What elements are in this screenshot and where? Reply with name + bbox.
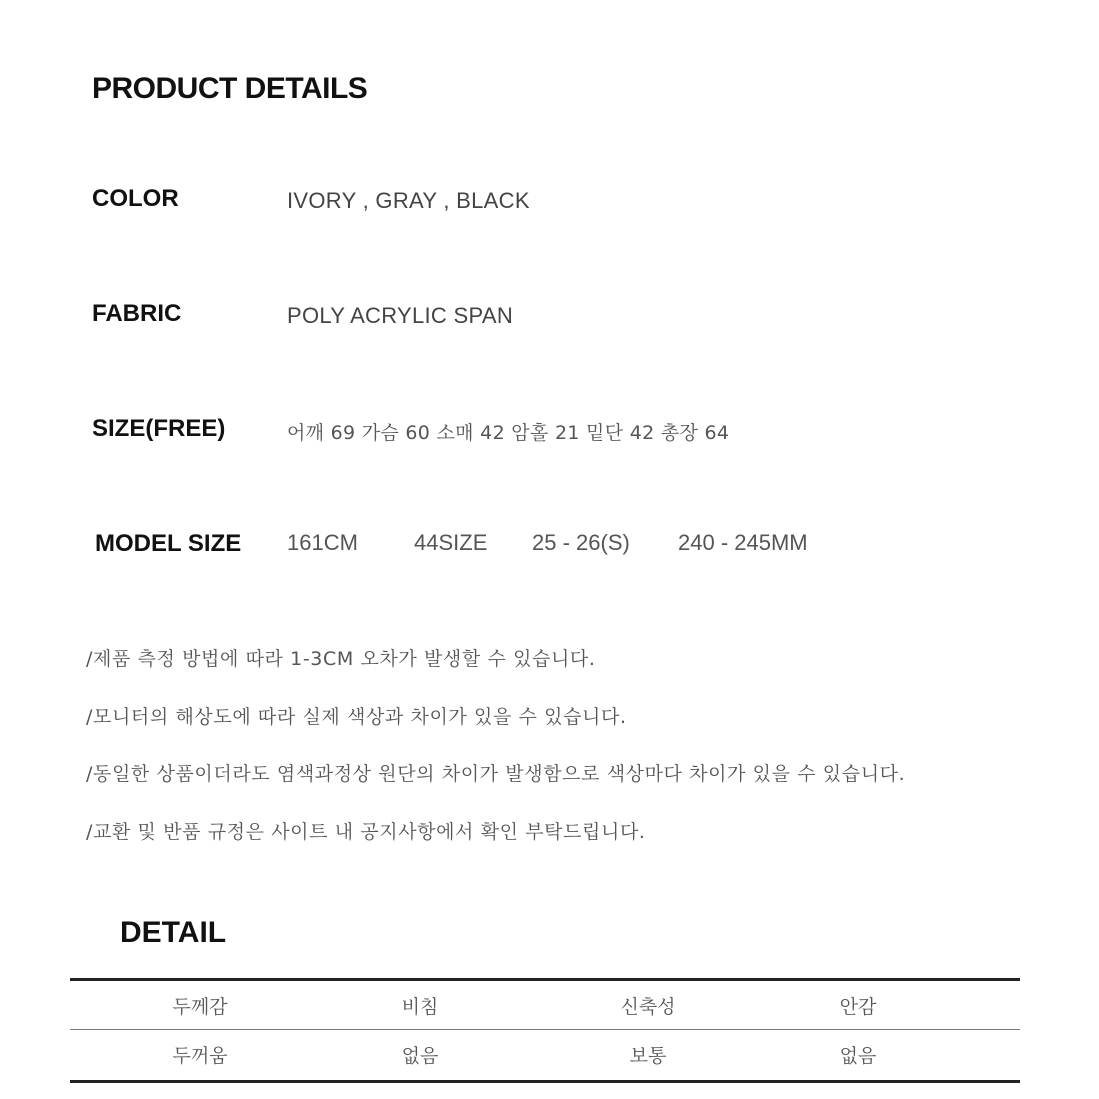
note-exchange: /교환 및 반품 규정은 사이트 내 공지사항에서 확인 부탁드립니다.	[86, 821, 646, 843]
color-value: IVORY , GRAY , BLACK	[287, 188, 530, 213]
fabric-value: POLY ACRYLIC SPAN	[287, 303, 514, 328]
table-row-divider	[70, 1029, 1020, 1030]
size-label: SIZE(FREE)	[92, 415, 226, 442]
note-monitor: /모니터의 해상도에 따라 실제 색상과 차이가 있을 수 있습니다.	[86, 706, 627, 728]
model-size: 44SIZE	[414, 530, 488, 555]
model-size-label: MODEL SIZE	[95, 530, 242, 557]
fabric-label: FABRIC	[92, 300, 182, 327]
header-lining: 안감	[839, 996, 877, 1018]
value-sheerness: 없음	[401, 1045, 439, 1067]
value-thickness: 두꺼움	[172, 1045, 228, 1067]
value-elasticity: 보통	[629, 1045, 667, 1067]
table-bottom-border	[70, 1080, 1020, 1083]
detail-title: DETAIL	[120, 916, 227, 949]
model-height: 161CM	[287, 530, 358, 555]
page-title: PRODUCT DETAILS	[92, 72, 368, 105]
table-top-border	[70, 978, 1020, 981]
note-dyeing: /동일한 상품이더라도 염색과정상 원단의 차이가 발생함으로 색상마다 차이가 있을 수 있습니다.	[86, 763, 906, 785]
model-shoe-size: 240 - 245MM	[678, 530, 808, 555]
model-pants-size: 25 - 26(S)	[532, 530, 630, 555]
header-elasticity: 신축성	[620, 996, 676, 1018]
note-measurement: /제품 측정 방법에 따라 1-3CM 오차가 발생할 수 있습니다.	[86, 648, 596, 670]
header-sheerness: 비침	[401, 996, 439, 1018]
color-label: COLOR	[92, 185, 179, 212]
size-value: 어깨 69 가슴 60 소매 42 암홀 21 밑단 42 총장 64	[287, 422, 730, 444]
header-thickness: 두께감	[172, 996, 228, 1018]
value-lining: 없음	[839, 1045, 877, 1067]
